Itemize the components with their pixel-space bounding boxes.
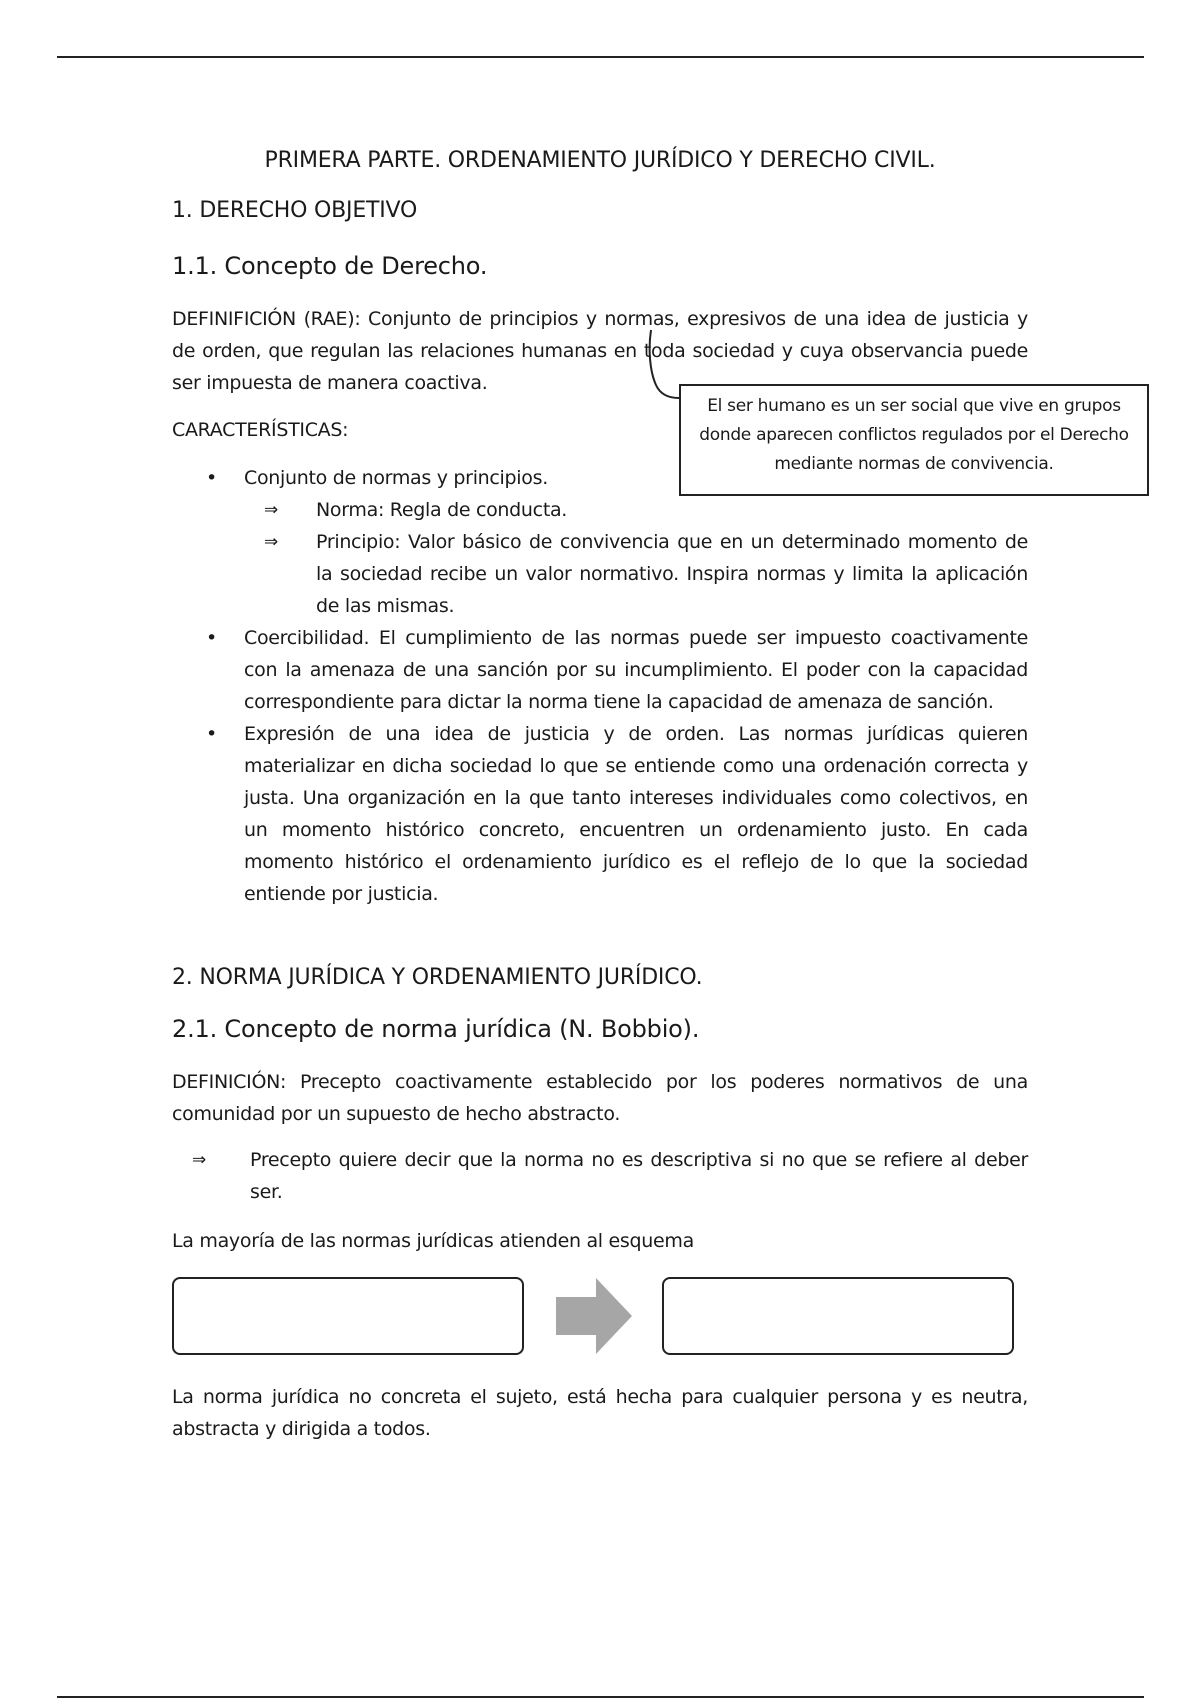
sub-list-item-text: Principio: Valor básico de convivencia que en un determinado momento de la sociedad recibe un valor normativo. Inspira normas y limita la aplicación de las mismas. [316, 531, 1028, 617]
schema-intro: La mayoría de las normas jurídicas atienden al esquema [172, 1230, 694, 1252]
right-arrow-icon [556, 1278, 632, 1354]
implication-item [172, 1144, 1028, 1208]
schema-box-left [172, 1277, 524, 1355]
implies-arrow-icon: ⇒ [192, 1150, 206, 1170]
bullet-icon: • [206, 467, 217, 489]
header-rule [57, 56, 1144, 58]
sub-list-item-text: Norma: Regla de conducta. [316, 499, 568, 521]
list-item-text: Coercibilidad. El cumplimiento de las normas puede ser impuesto coactivamente con la amenaza de una sanción por su incumplimiento. El poder con la capacidad correspondiente para dictar la norma tiene la capacidad de amenaza de sanción. [244, 627, 1028, 713]
section-1-heading: 1. DERECHO OBJETIVO [172, 198, 418, 223]
norma-definition-paragraph: DEFINICIÓN: Precepto coactivamente establecido por los poderes normativos de una comunidad por un supuesto de hecho abstracto. [172, 1071, 1028, 1125]
bullet-icon: • [206, 627, 217, 649]
schema-box-right [662, 1277, 1014, 1355]
section-1-1-heading: 1.1. Concepto de Derecho. [172, 252, 488, 280]
list-item [172, 622, 1028, 718]
list-item-text: Expresión de una idea de justicia y de orden. Las normas jurídicas quieren materializar en dicha sociedad lo que se entiende como una ordenación correcta y justa. Una organización en la que tanto intereses individuales como colectivos, en un momento histórico concreto, encuentren un ordenamiento justo. En cada momento histórico el ordenamiento jurídico es el reflejo de lo que la sociedad entiende por justicia. [244, 723, 1028, 905]
bullet-icon: • [206, 723, 217, 745]
implies-arrow-icon: ⇒ [264, 532, 278, 552]
sub-list-item [172, 526, 1028, 622]
section-2-1-heading: 2.1. Concepto de norma jurídica (N. Bobbio). [172, 1015, 700, 1043]
page-title: PRIMERA PARTE. ORDENAMIENTO JURÍDICO Y DERECHO CIVIL. [264, 148, 936, 173]
definition-paragraph: DEFINIFICIÓN (RAE): Conjunto de principios y normas, expresivos de una idea de justicia y de orden, que regulan las relaciones humanas en toda sociedad y cuya observancia puede ser impuesta de manera coactiva. [172, 308, 1028, 394]
list-item [172, 718, 1028, 910]
section-2-heading: 2. NORMA JURÍDICA Y ORDENAMIENTO JURÍDICO. [172, 965, 703, 990]
closing-paragraph: La norma jurídica no concreta el sujeto, está hecha para cualquier persona y es neutra, abstracta y dirigida a todos. [172, 1386, 1028, 1440]
sub-list-item [172, 494, 1028, 526]
list-item-text: Conjunto de normas y principios. [244, 467, 548, 489]
footer-rule [57, 1696, 1144, 1698]
implication-text: Precepto quiere decir que la norma no es descriptiva si no que se refiere al deber ser. [250, 1149, 1028, 1203]
callout-text: El ser humano es un ser social que vive en grupos donde aparecen conflictos regulados por el Derecho mediante normas de convivencia. [699, 396, 1129, 474]
characteristics-list [172, 462, 1028, 910]
callout-box [679, 384, 1149, 496]
characteristics-label: CARACTERÍSTICAS: [172, 419, 349, 441]
implies-arrow-icon: ⇒ [264, 500, 278, 520]
